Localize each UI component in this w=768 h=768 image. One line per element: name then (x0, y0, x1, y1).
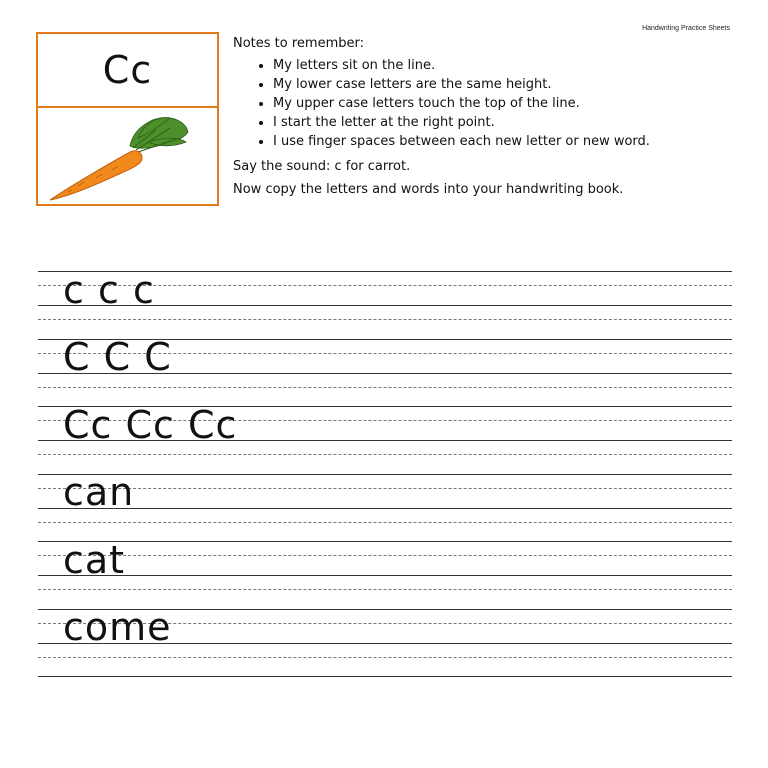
carrot-icon (38, 108, 217, 206)
practice-row (38, 537, 732, 609)
notes-section (233, 34, 733, 199)
sheet-header-note: Handwriting Practice Sheets (642, 25, 730, 32)
practice-lines (38, 267, 732, 676)
card-letter: Cc (38, 34, 217, 108)
practice-row (38, 335, 732, 407)
notes-title: Notes to remember: (233, 36, 364, 51)
practice-row (38, 267, 732, 339)
practice-word: Cc Cc Cc (63, 402, 238, 447)
letter-card (36, 32, 219, 206)
practice-row (38, 402, 732, 474)
practice-row (38, 605, 732, 677)
notes-item: • My lower case letters are the same height. (273, 75, 733, 94)
copy-instruction: Now copy the letters and words into your handwriting book. (233, 182, 624, 197)
practice-word: cat (63, 537, 126, 582)
practice-row (38, 470, 732, 542)
notes-item: • I use finger spaces between each new letter or new word. (273, 132, 733, 151)
practice-word: c c c (63, 267, 155, 312)
notes-item: • My upper case letters touch the top of the line. (273, 94, 733, 113)
notes-item: • I start the letter at the right point. (273, 113, 733, 132)
card-picture (38, 108, 217, 206)
practice-word: can (63, 470, 135, 514)
sound-instruction: Say the sound: c for carrot. (233, 159, 411, 174)
notes-item: • My letters sit on the line. (273, 56, 733, 75)
practice-word: C C C (63, 335, 172, 379)
notes-list (233, 56, 733, 151)
practice-word: come (63, 605, 172, 649)
